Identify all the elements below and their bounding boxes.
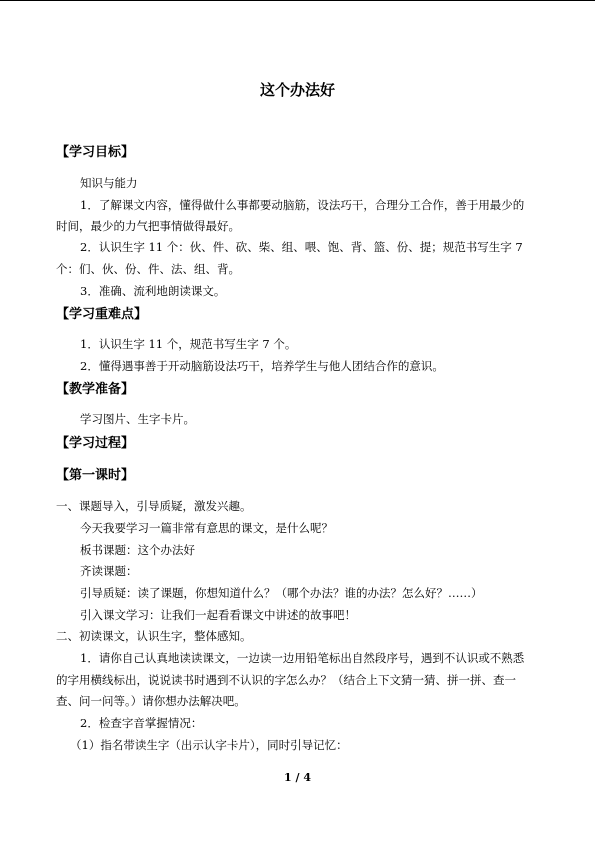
- text-line: 2．检查字音掌握情况：: [80, 716, 203, 730]
- text-line: 的字用横线标出，说说读书时遇到不认识的字怎么办？（结合上下文猜一猜、拼一拼、查一: [56, 673, 516, 687]
- heading-focus: 【学习重难点】: [56, 307, 148, 322]
- text-line: （1）指名带读生字（出示认字卡片），同时引导记忆：: [70, 738, 348, 752]
- heading-prep: 【教学准备】: [56, 382, 135, 397]
- text-line: 板书课题：这个办法好: [80, 543, 195, 557]
- heading-goals: 【学习目标】: [56, 145, 135, 160]
- text-line: 知识与能力: [80, 176, 138, 190]
- text-line: 一、课题导入，引导质疑，激发兴趣。: [56, 499, 252, 513]
- text-line: 1．认识生字 11 个，规范书写生字 7 个。: [80, 337, 297, 351]
- text-line: 时间，最少的力气把事情做得最好。: [56, 219, 240, 233]
- text-line: 2．懂得遇事善于开动脑筋设法巧干，培养学生与他人团结合作的意识。: [80, 359, 444, 373]
- text-line: 引导质疑：读了课题，你想知道什么？（哪个办法？谁的办法？怎么好？……）: [80, 586, 483, 600]
- text-line: 齐读课题：: [80, 564, 138, 578]
- text-line: 今天我要学习一篇非常有意思的课文，是什么呢？: [80, 521, 333, 535]
- heading-lesson1: 【第一课时】: [56, 468, 135, 483]
- text-line: 个：们、伙、份、件、法、组、背。: [56, 262, 240, 276]
- heading-process: 【学习过程】: [56, 436, 135, 451]
- text-line: 1．了解课文内容，懂得做什么事都要动脑筋，设法巧干，合理分工合作，善于用最少的: [80, 198, 525, 212]
- page-number: 1 / 4: [284, 771, 311, 784]
- text-line: 1．请你自己认真地读读课文，一边读一边用铅笔标出自然段序号，遇到不认识或不熟悉: [80, 651, 525, 665]
- text-line: 3．准确、流利地朗读课文。: [80, 284, 226, 298]
- page-title: 这个办法好: [259, 81, 335, 99]
- text-line: 查、问一问等。）请你想办法解决吧。: [56, 694, 246, 708]
- header-rule: [0, 0, 595, 1]
- text-line: 引入课文学习：让我们一起看看课文中讲述的故事吧！: [80, 608, 356, 622]
- text-line: 二、初读课文，认识生字，整体感知。: [56, 629, 252, 643]
- text-line: 2．认识生字 11 个：伙、件、砍、柴、组、喂、饱、背、篮、份、提；规范书写生字 7: [80, 240, 523, 254]
- text-line: 学习图片、生字卡片。: [80, 412, 195, 426]
